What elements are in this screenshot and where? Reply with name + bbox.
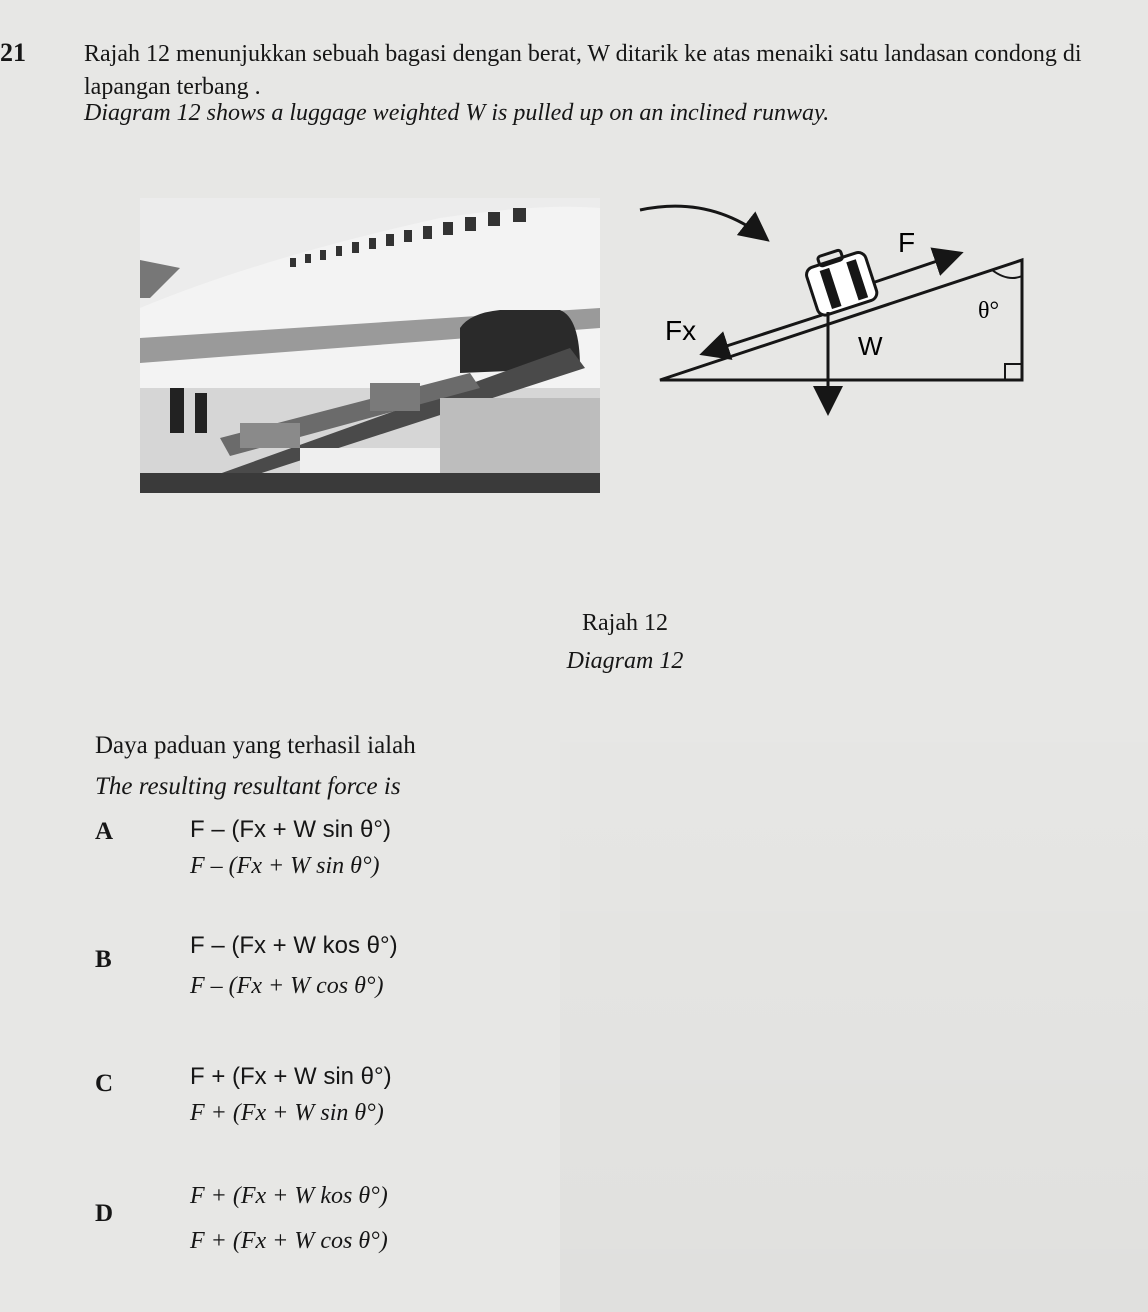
option-a-english: F – (Fx + W sin θ°) [190,853,380,879]
right-angle-marker [1005,364,1022,380]
airplane-luggage-photo [140,198,600,493]
question-stem-english: Diagram 12 shows a luggage weighted W is pulled up on an inclined runway. [84,100,830,126]
option-b-letter: B [95,946,112,973]
page-shadow [560,700,1148,1312]
luggage-icon [802,243,879,317]
option-c-letter: C [95,1070,114,1097]
option-b-english: F – (Fx + W cos θ°) [190,973,384,999]
force-f-label: F [898,227,916,258]
weight-w-label: W [858,331,883,361]
diagram-caption-malay: Rajah 12 [582,610,668,636]
prompt-english: The resulting resultant force is [95,773,401,800]
option-c-malay: F + (Fx + W sin θ°) [190,1063,392,1090]
option-b-malay: F – (Fx + W kos θ°) [190,932,398,959]
option-d-letter: D [95,1200,114,1227]
option-d-malay: F + (Fx + W kos θ°) [190,1183,388,1209]
option-a-malay: F – (Fx + W sin θ°) [190,816,391,843]
force-f-arrow [875,254,958,282]
friction-fx-arrow [705,315,822,353]
diagram-caption-english: Diagram 12 [566,648,684,674]
question-stem-malay: Rajah 12 menunjukkan sebuah bagasi dengan berat, W ditarik ke atas menaiki satu landasan condong di lapangan terbang . [84,41,1082,100]
option-c-english: F + (Fx + W sin θ°) [190,1100,384,1126]
question-number: 21 [0,38,26,67]
motion-arrow [640,206,765,238]
friction-fx-label: Fx [665,315,697,346]
prompt-malay: Daya paduan yang terhasil ialah [95,732,416,759]
option-a-letter: A [95,818,114,845]
angle-theta-label: θ° [978,298,1000,324]
angle-arc [992,270,1022,278]
option-d-english: F + (Fx + W cos θ°) [190,1228,388,1254]
inclined-plane-diagram [630,190,1050,430]
